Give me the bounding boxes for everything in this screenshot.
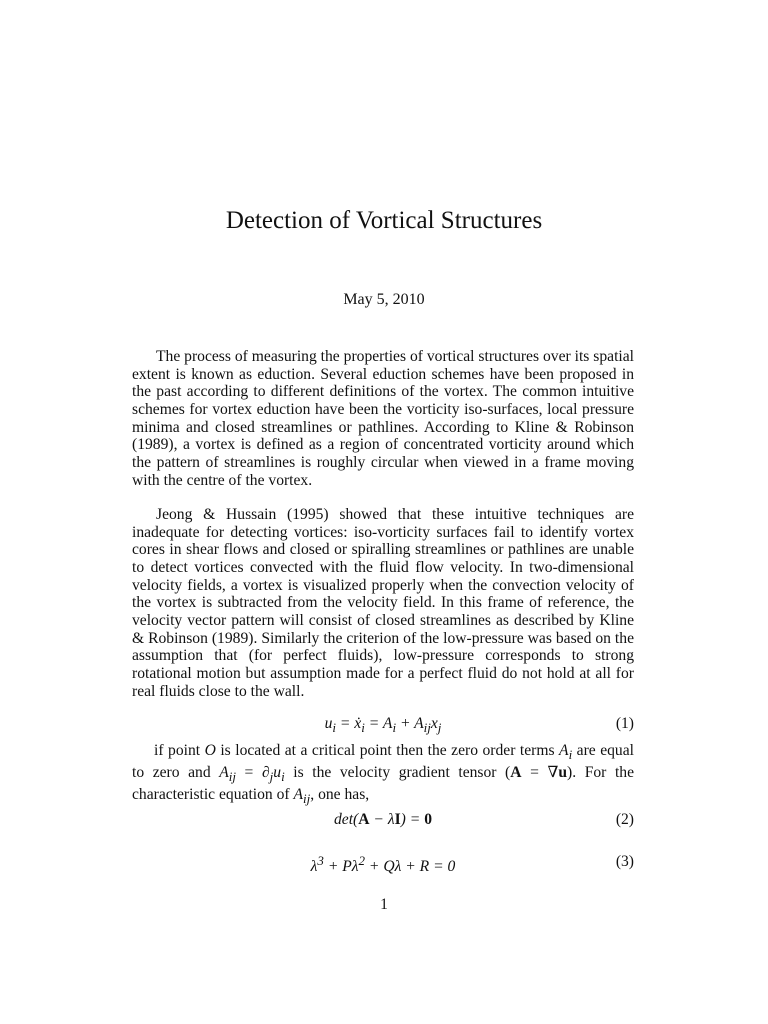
page-date: May 5, 2010 xyxy=(343,291,425,308)
equation-3-number: (3) xyxy=(615,853,634,870)
text-segment: = ∇ xyxy=(521,763,559,781)
point-o: O xyxy=(204,742,216,759)
equation-2-expression: det(A − λI) = 0 xyxy=(334,811,432,828)
text-segment: ). For the characteristic equation of xyxy=(132,763,635,803)
page-title: Detection of Vortical Structures xyxy=(225,207,543,234)
equation-1-number: (1) xyxy=(615,715,634,732)
equation-2 xyxy=(132,811,634,835)
paragraph-jeong-hussain: Jeong & Hussain (1995) showed that these intuitive techniques are inadequate for detecting vortices: iso-vorticity surfaces fail to identify vortex cores in shear flows and closed or spiralling streamlines or pathlines are unable to detect vortices convected with the fluid flow velocity. In two-dimensional velocity fields, a vortex is visualized properly when the convection velocity of the vortex is subtracted from the velocity field. In this frame of reference, the velocity vector pattern will consist of closed streamlines as described by Kline & Robinson (1989). Similarly the criterion of the low-pressure was based on the assumption that (for perfect fluids), low-pressure corresponds to strong rotational motion but assumption made for a perfect fluid do not hold at all for real fluids close to the wall. xyxy=(132,506,634,700)
text-segment: is located at a critical point then the zero order terms xyxy=(215,742,560,759)
text-segment: if point xyxy=(154,742,205,759)
text-segment: = xyxy=(235,763,262,781)
text-segment: is the velocity gradient tensor ( xyxy=(284,763,511,781)
equation-2-number: (2) xyxy=(615,811,634,828)
paragraph-intro: The process of measuring the properties of vortical structures over its spatial extent is known as eduction. Several eduction schemes have been proposed in the past according to different definitions of the vortex. The common intuitive schemes for vortex eduction have been the vorticity iso-surfaces, local pressure minima and closed streamlines or pathlines. According to Kline & Robinson (1989), a vortex is defined as a region of concentrated vorticity around which the pattern of streamlines is roughly circular when viewed in a frame moving with the centre of the vortex. xyxy=(132,348,634,489)
equation-1 xyxy=(132,715,634,739)
tensor-a: A xyxy=(510,763,522,781)
equation-1-expression: $u_i$ = ẋ$_i$ = $A_i + A_{ij}x_j$ xyxy=(324,715,442,736)
text-segment: are equal to zero and xyxy=(132,742,634,781)
equation-3-expression: $\lambda^3 + P\lambda^2 + Q\lambda + R = 0$ xyxy=(310,853,456,876)
text-segment: , one has, xyxy=(310,785,370,803)
paragraph-critical-point: if point O is located at a critical point then the zero order terms $A_i$ are equal to zero and $A_{ij} = \partial_ju_i$ is the velocity gradient tensor (A = ∇u). For the characteristic equation of $A_{ij}$, one has, xyxy=(132,742,635,806)
page-number: 1 xyxy=(380,896,388,913)
vector-u: u xyxy=(558,763,568,781)
equation-3 xyxy=(132,853,634,877)
